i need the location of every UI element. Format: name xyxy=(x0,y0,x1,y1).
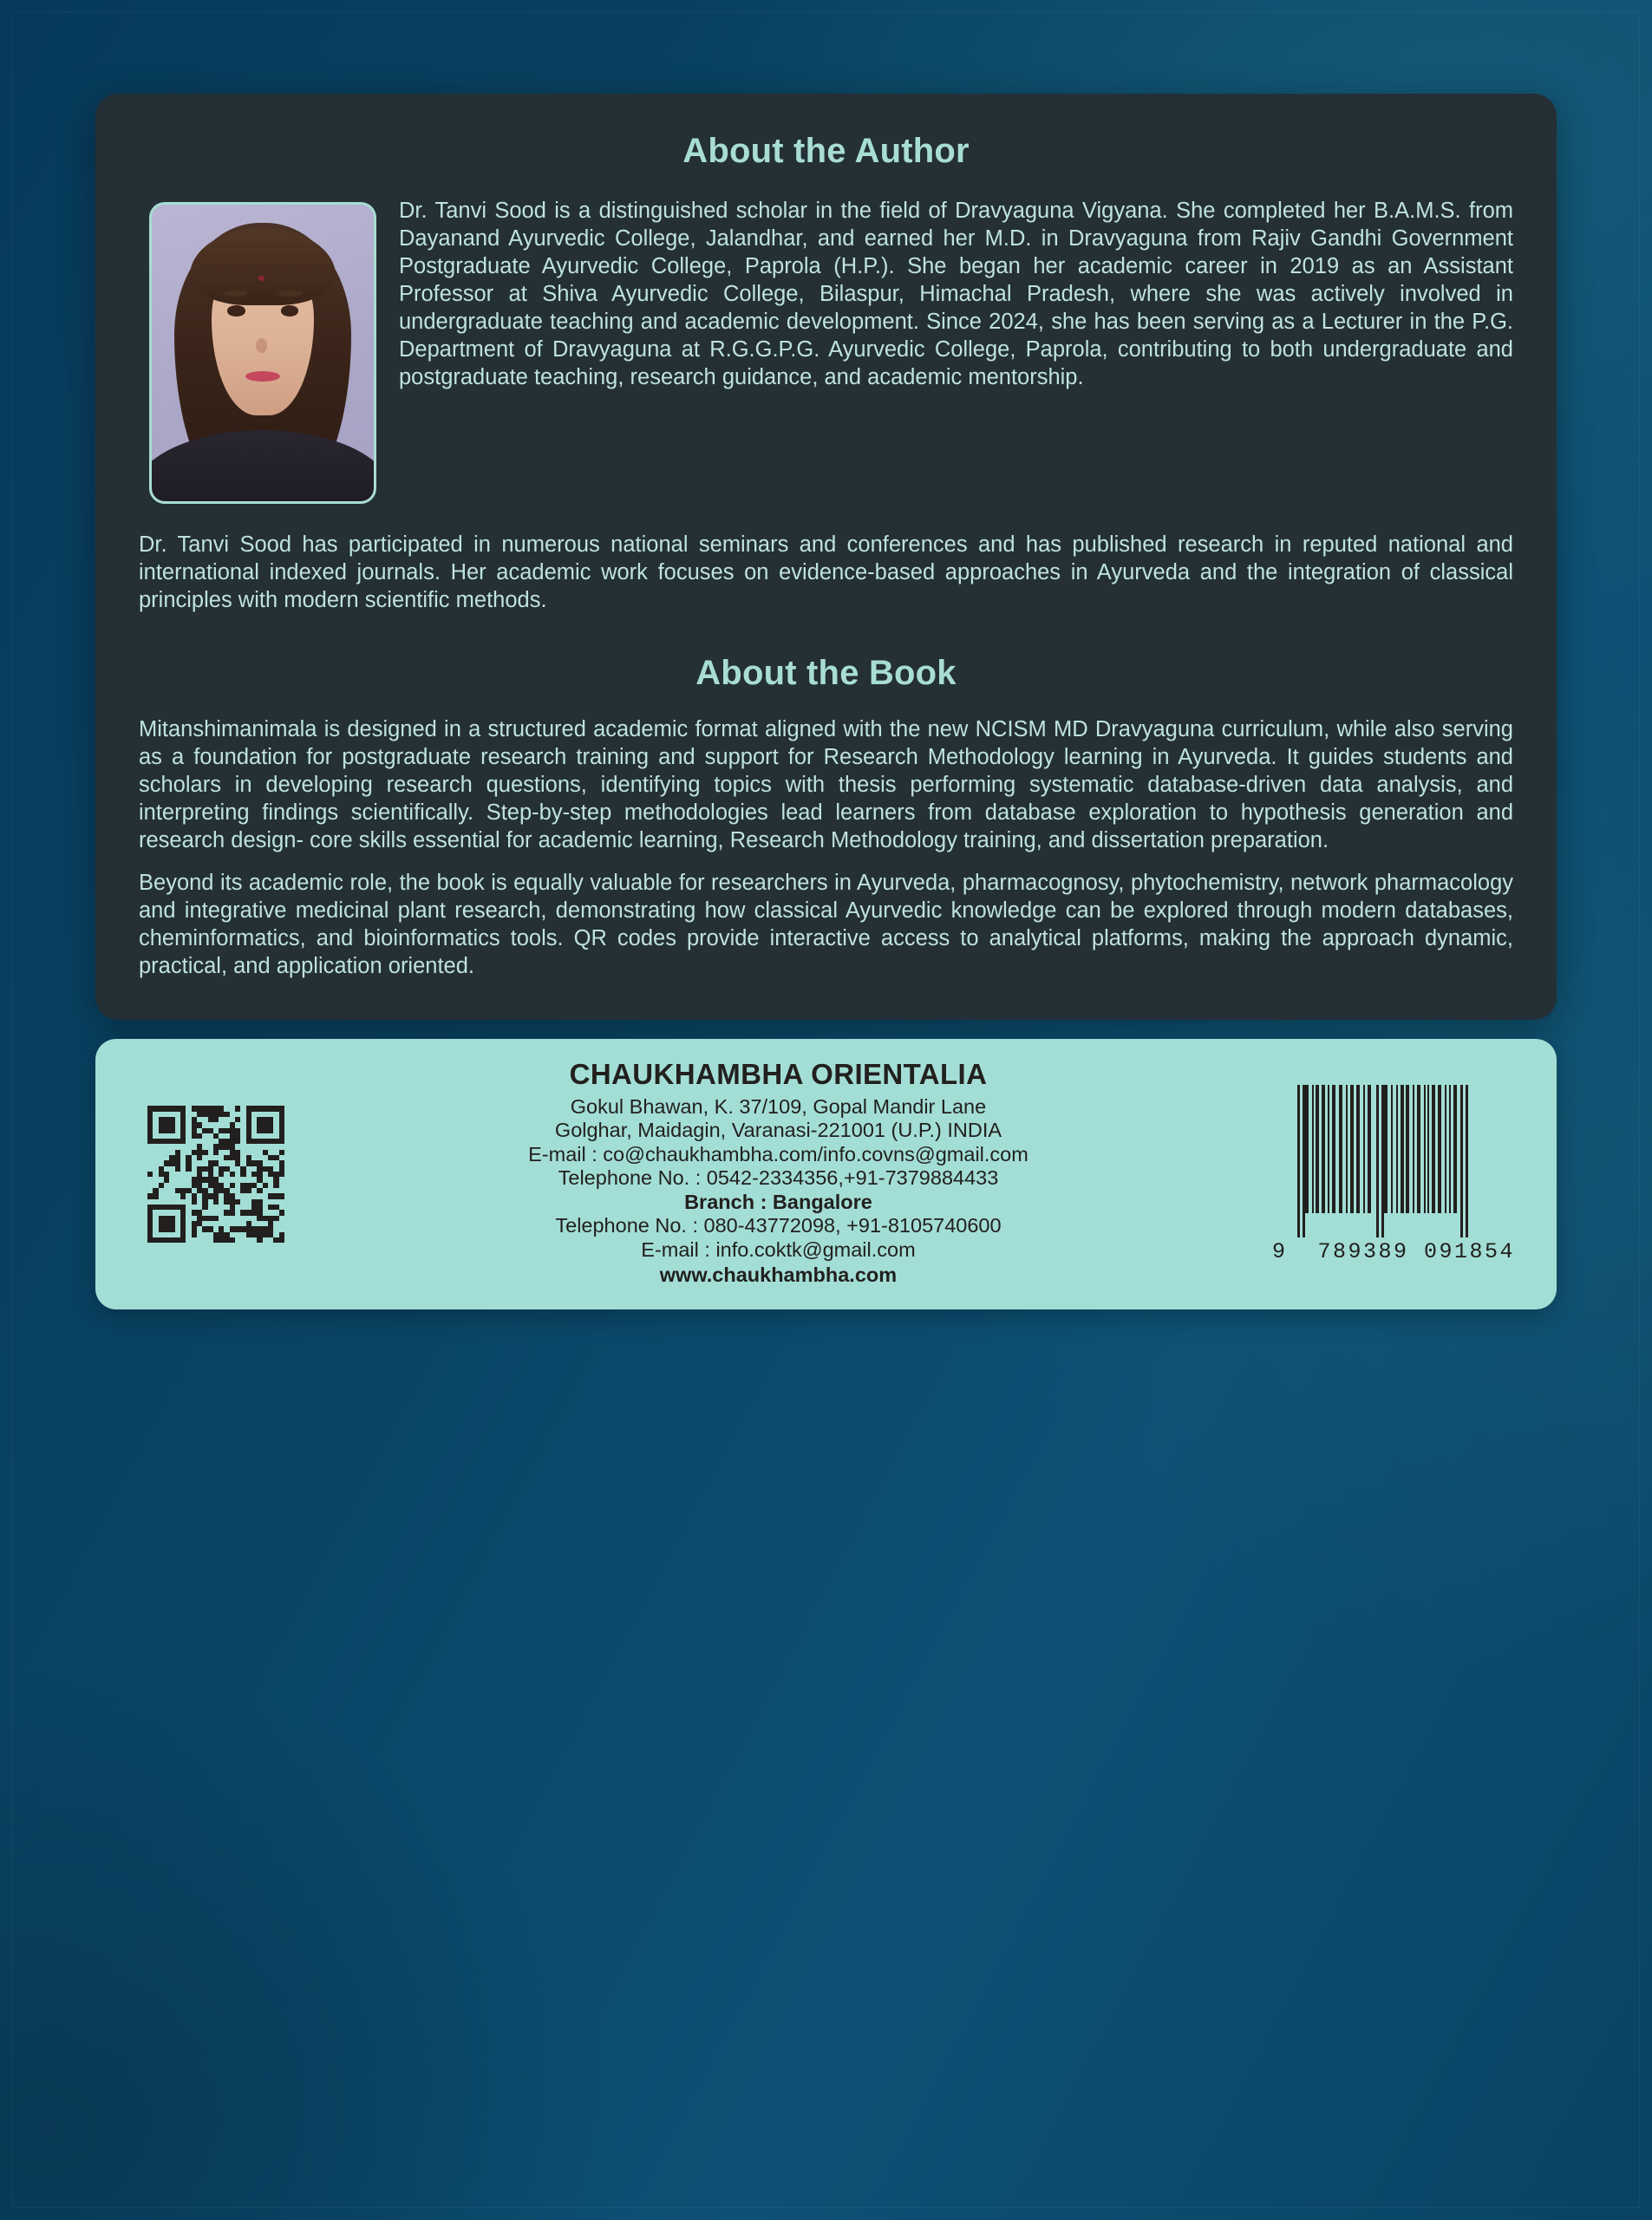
author-bio-block xyxy=(139,197,1513,516)
publisher-name: CHAUKHAMBHA ORIENTALIA xyxy=(569,1058,988,1090)
publisher-branch-telephone: Telephone No. : 080-43772098, +91-8105740600 xyxy=(555,1214,1002,1237)
isbn-number: 9 789389 091854 xyxy=(1271,1238,1515,1264)
publisher-branch-label: Branch : Bangalore xyxy=(684,1190,872,1213)
book-description-paragraph-1: Mitanshimanimala is designed in a structured academic format aligned with the new NCISM MD Dravyaguna curriculum, while also serving as a foundation for postgraduate research training and support for Research Methodology learning in Ayurveda. It guides students and scholars in developing research questions, identifying topics with thesis performing systematic database-driven data analysis, and interpreting findings scientifically. Step-by-step methodologies lead learners from database exploration to hypothesis generation and research design- core skills essential for academic learning, Research Methodology training, and dissertation preparation. xyxy=(139,717,1513,852)
author-bio-paragraph-1: Dr. Tanvi Sood is a distinguished scholar in the field of Dravyaguna Vigyana. She completed her B.A.M.S. from Dayanand Ayurvedic College, Jalandhar, and earned her M.D. in Dravyaguna from Rajiv Gandhi Government Postgraduate Ayurvedic College, Paprola (H.P.). She began her academic career in 2019 as an Assistant Professor at Shiva Ayurvedic College, Bilaspur, Himachal Pradesh, where she was actively involved in undergraduate teaching and academic development. Since 2024, she has been serving as a Lecturer in the P.G. Department of Dravyaguna at R.G.G.P.G. Ayurvedic College, Paprola, contributing to both undergraduate and postgraduate teaching, research guidance, and academic mentorship. xyxy=(399,199,1513,389)
publisher-footer-card xyxy=(95,1039,1557,1309)
about-the-book-heading: About the Book xyxy=(695,654,957,692)
publisher-address-line-1: Gokul Bhawan, K. 37/109, Gopal Mandir Lane xyxy=(570,1094,987,1118)
publisher-telephone: Telephone No. : 0542-2334356,+91-7379884433 xyxy=(558,1166,999,1190)
publisher-branch-email: E-mail : info.coktk@gmail.com xyxy=(641,1237,916,1261)
portrait-illustration xyxy=(152,205,374,501)
isbn-barcode-container xyxy=(1272,1085,1524,1264)
publisher-details xyxy=(300,1058,1257,1287)
barcode-icon xyxy=(1285,1085,1502,1237)
publisher-website[interactable]: www.chaukhambha.com xyxy=(659,1263,898,1286)
author-portrait-photo xyxy=(149,202,376,504)
qr-code-icon[interactable] xyxy=(147,1106,284,1243)
about-the-author-heading: About the Author xyxy=(682,132,970,170)
author-bio-paragraph-2: Dr. Tanvi Sood has participated in numerous national seminars and conferences and has published research in reputed national and international indexed journals. Her academic work focuses on evidence-based approaches in Ayurveda and the integration of classical principles with modern scientific methods. xyxy=(139,532,1513,612)
publisher-email: E-mail : co@chaukhambha.com/info.covns@gmail.com xyxy=(528,1142,1028,1166)
publisher-address-line-2: Golghar, Maidagin, Varanasi-221001 (U.P.) INDIA xyxy=(554,1119,1002,1142)
qr-code-container xyxy=(128,1106,284,1243)
book-description-paragraph-2: Beyond its academic role, the book is equally valuable for researchers in Ayurveda, pharmacognosy, phytochemistry, network pharmacology and integrative medicinal plant research, demonstrating how classical Ayurvedic knowledge can be explored through modern databases, cheminformatics, and bioinformatics tools. QR codes provide interactive access to analytical platforms, making the approach dynamic, practical, and application oriented. xyxy=(139,871,1513,978)
content-card xyxy=(95,94,1557,1020)
